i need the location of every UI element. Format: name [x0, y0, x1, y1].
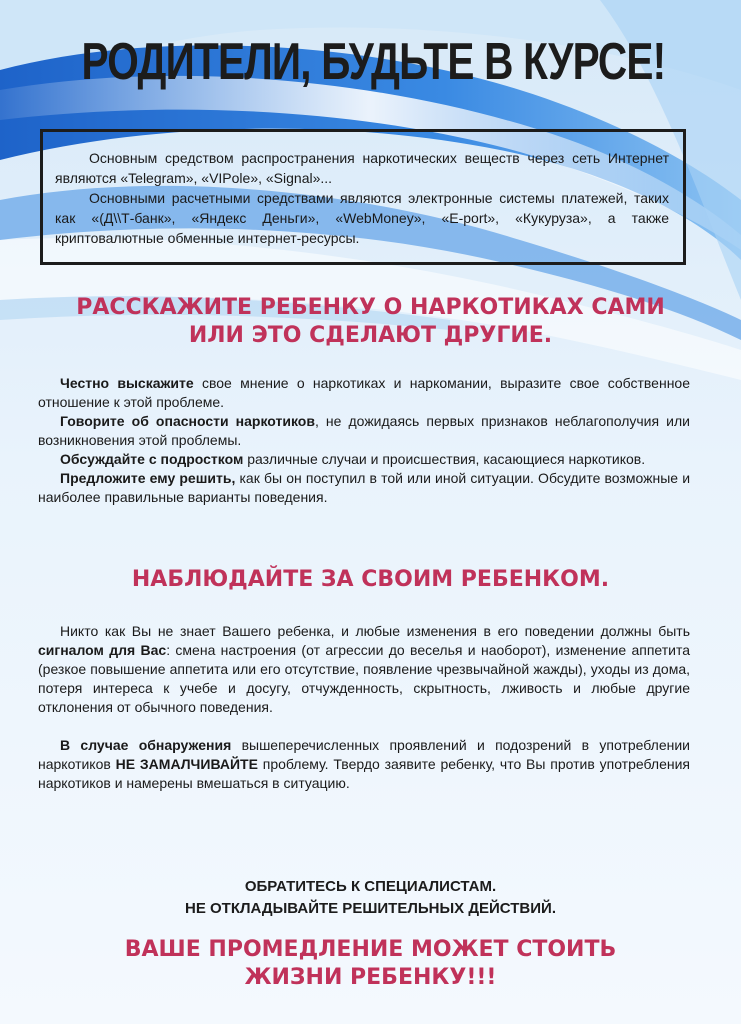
list-item: [38, 450, 690, 469]
item-text: , не дожидаясь первых признаков неблагополучия или возникновения этой проблемы.: [38, 413, 690, 448]
paragraph-emphasis: сигналом для Вас: [38, 642, 167, 658]
paragraph-text: : смена настроения (от агрессии до веселья и наоборот), изменение аппетита (резкое повышение аппетита или его отсутствие, появление чрезвычайной жажды), уходы из дома, потеря интереса к учебе и досугу, отчужденность, скрытность, лживость и любые другие отклонения от обычного поведения.: [38, 642, 691, 715]
section2-body: [38, 622, 690, 793]
info-box: [40, 129, 686, 265]
final-warning: [0, 936, 741, 992]
poster-title: РОДИТЕЛИ, БУДЬТЕ В КУРСЕ!: [81, 33, 666, 91]
list-item: [38, 374, 690, 412]
final-line1: ВАШЕ ПРОМЕДЛЕНИЕ МОЖЕТ СТОИТЬ: [124, 937, 617, 962]
paragraph-text: Никто как Вы не знает Вашего ребенка, и любые изменения в его поведении должны быть: [60, 623, 690, 639]
item-emphasis: Честно выскажите: [60, 375, 194, 391]
item-text: свое мнение о наркотиках и наркомании, выразите свое собственное отношение к этой проблеме.: [38, 375, 691, 410]
section1-heading: [0, 294, 741, 350]
item-text: как бы он поступил в той или иной ситуации. Обсудите возможные и наиболее правильные варианты поведения.: [38, 470, 691, 505]
section1-heading-line2: ИЛИ ЭТО СДЕЛАЮТ ДРУГИЕ.: [188, 323, 553, 348]
cta-line2: НЕ ОТКЛАДЫВАЙТЕ РЕШИТЕЛЬНЫХ ДЕЙСТВИЙ.: [185, 900, 556, 917]
paragraph-text: проблему. Твердо заявите ребенку, что Вы против употребления наркотиков и намерены вмешаться в ситуацию.: [38, 756, 690, 791]
section1-body: [38, 374, 690, 507]
item-text: различные случаи и происшествия, касающиеся наркотиков.: [243, 451, 646, 467]
section2-paragraph-2: [38, 736, 690, 793]
item-emphasis: Предложите ему решить,: [60, 470, 236, 486]
section2-heading: НАБЛЮДАЙТЕ ЗА СВОИМ РЕБЕНКОМ.: [131, 567, 610, 592]
list-item: [38, 412, 690, 450]
info-paragraph-1: Основным средством распространения наркотических веществ через сеть Интернет являются «Telegram», «VIPole», «Signal»...: [55, 150, 669, 186]
info-paragraph-2: Основными расчетными средствами являются электронные системы платежей, таких как «(Д\\Т-банк», «Яндекс Деньги», «WebMoney», «E-port», «Кукуруза», а также криптовалютные обменные интернет-ресурсы.: [55, 190, 669, 246]
final-line2: ЖИЗНИ РЕБЕНКУ!!!: [244, 965, 497, 990]
item-emphasis: Обсуждайте с подростком: [60, 451, 244, 467]
section1-heading-line1: РАССКАЖИТЕ РЕБЕНКУ О НАРКОТИКАХ САМИ: [76, 295, 665, 320]
list-item: [38, 469, 690, 507]
paragraph-emphasis: В случае обнаружения: [60, 737, 232, 753]
section2-paragraph-1: [38, 622, 690, 717]
call-to-action: [0, 876, 741, 920]
paragraph-gap: [38, 717, 690, 736]
cta-line1: ОБРАТИТЕСЬ К СПЕЦИАЛИСТАМ.: [244, 878, 497, 895]
paragraph-text: вышеперечисленных проявлений и подозрений в употреблении наркотиков: [38, 737, 690, 772]
item-emphasis: Говорите об опасности наркотиков: [60, 413, 315, 429]
paragraph-emphasis: НЕ ЗАМАЛЧИВАЙТЕ: [115, 756, 258, 772]
